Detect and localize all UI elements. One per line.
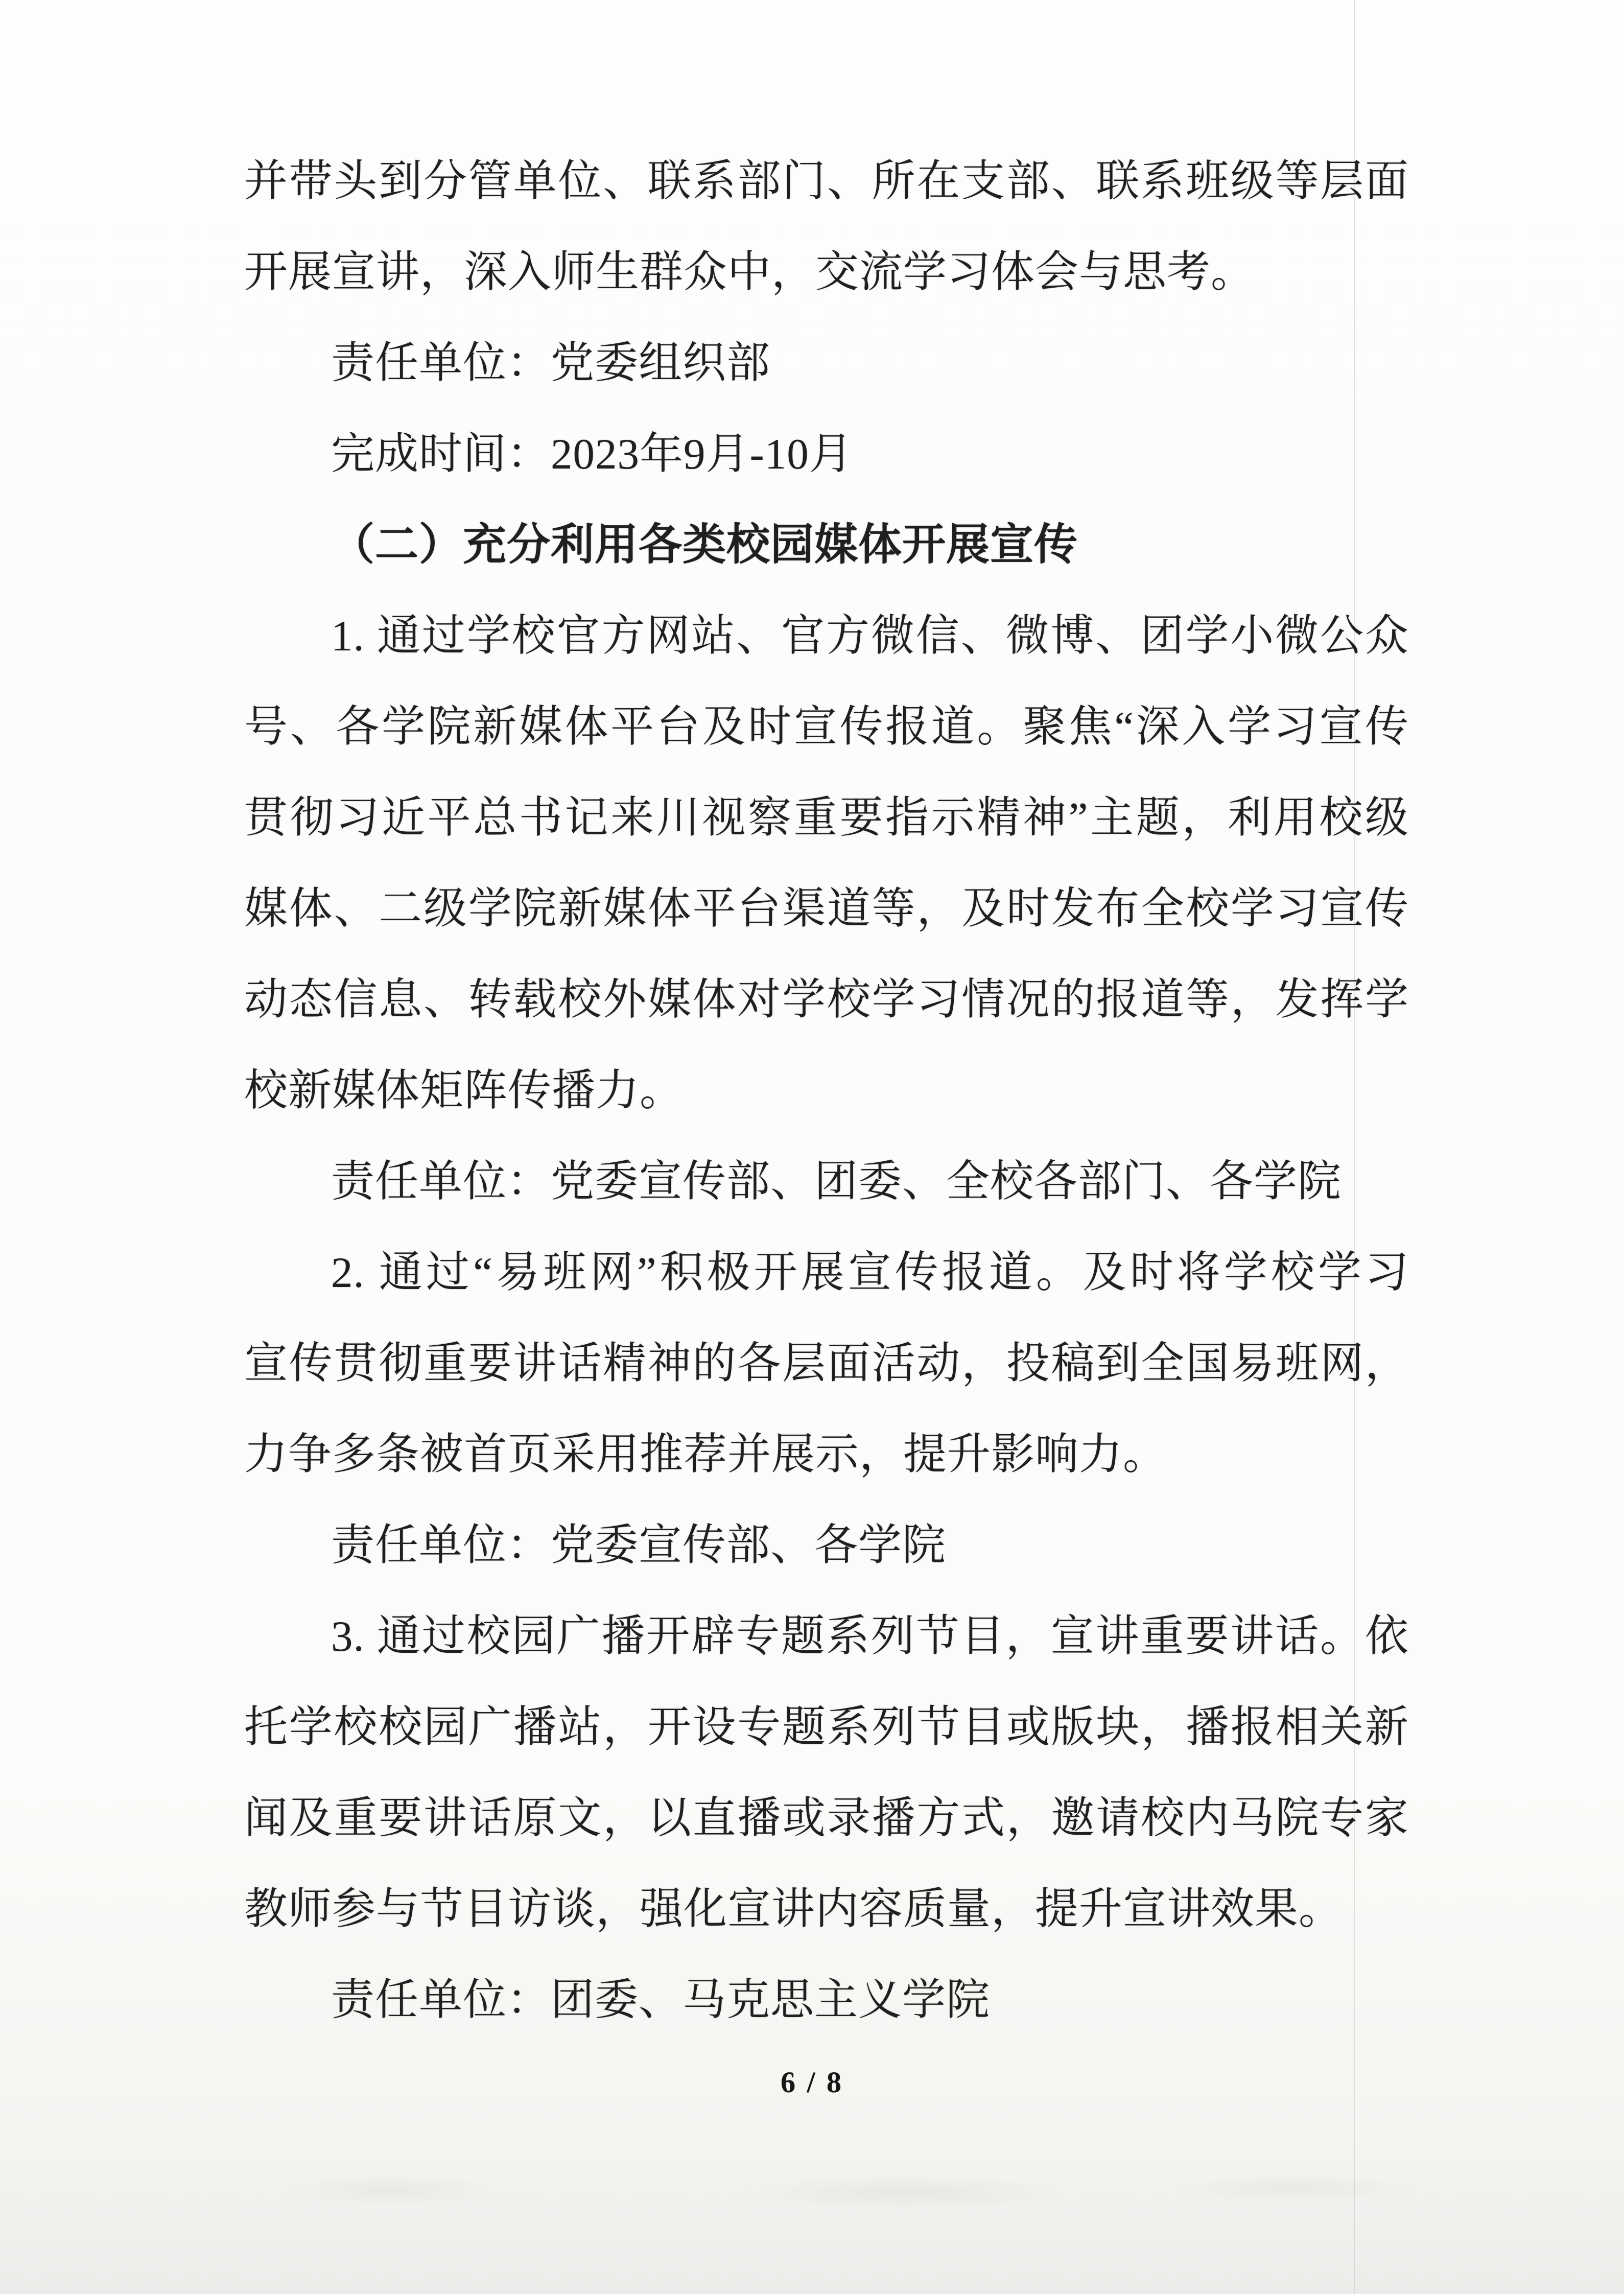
continuation-paragraph-line: 开展宣讲，深入师生群众中，交流学习体会与思考。 bbox=[244, 248, 1255, 296]
responsible-unit-line: 责任单位：党委宣传部、各学院 bbox=[331, 1521, 947, 1570]
item-3-line: 托学校校园广播站，开设专题系列节目或版块，播报相关新 bbox=[244, 1703, 1409, 1751]
completion-time-line: 完成时间：2023年9月-10月 bbox=[331, 430, 853, 478]
item-1-line: 号、各学院新媒体平台及时宣传报道。聚焦“深入学习宣传 bbox=[244, 703, 1409, 751]
item-2-line: 2. 通过“易班网”积极开展宣传报道。及时将学校学习 bbox=[331, 1249, 1409, 1297]
continuation-paragraph-line: 并带头到分管单位、联系部门、所在支部、联系班级等层面 bbox=[244, 157, 1409, 205]
item-1-line: 媒体、二级学院新媒体平台渠道等，及时发布全校学习宣传 bbox=[244, 885, 1409, 933]
item-3-line: 教师参与节目访谈，强化宣讲内容质量，提升宣讲效果。 bbox=[244, 1885, 1343, 1933]
responsible-unit-line: 责任单位：党委组织部 bbox=[331, 339, 771, 387]
page-number: 6 / 8 bbox=[780, 2066, 844, 2099]
item-1-line: 贯彻习近平总书记来川视察重要指示精神”主题，利用校级 bbox=[244, 794, 1409, 842]
item-1-line: 1. 通过学校官方网站、官方微信、微博、团学小微公众 bbox=[331, 612, 1409, 660]
item-3-line: 3. 通过校园广播开辟专题系列节目，宣讲重要讲话。依 bbox=[331, 1612, 1409, 1660]
item-1-line: 动态信息、转载校外媒体对学校学习情况的报道等，发挥学 bbox=[244, 976, 1409, 1024]
section-heading: （二）充分利用各类校园媒体开展宣传 bbox=[331, 521, 1078, 569]
item-2-line: 宣传贯彻重要讲话精神的各层面活动，投稿到全国易班网， bbox=[244, 1340, 1409, 1388]
page-footer bbox=[0, 2065, 1624, 2099]
responsible-unit-line: 责任单位：团委、马克思主义学院 bbox=[331, 1976, 991, 2024]
item-3-line: 闻及重要讲话原文，以直播或录播方式，邀请校内马院专家 bbox=[244, 1794, 1409, 1842]
item-1-line: 校新媒体矩阵传播力。 bbox=[244, 1067, 684, 1115]
responsible-unit-line: 责任单位：党委宣传部、团委、全校各部门、各学院 bbox=[331, 1158, 1342, 1206]
scanner-noise-band bbox=[0, 2161, 1624, 2222]
document-body bbox=[244, 136, 1409, 2046]
item-2-line: 力争多条被首页采用推荐并展示，提升影响力。 bbox=[244, 1431, 1167, 1479]
